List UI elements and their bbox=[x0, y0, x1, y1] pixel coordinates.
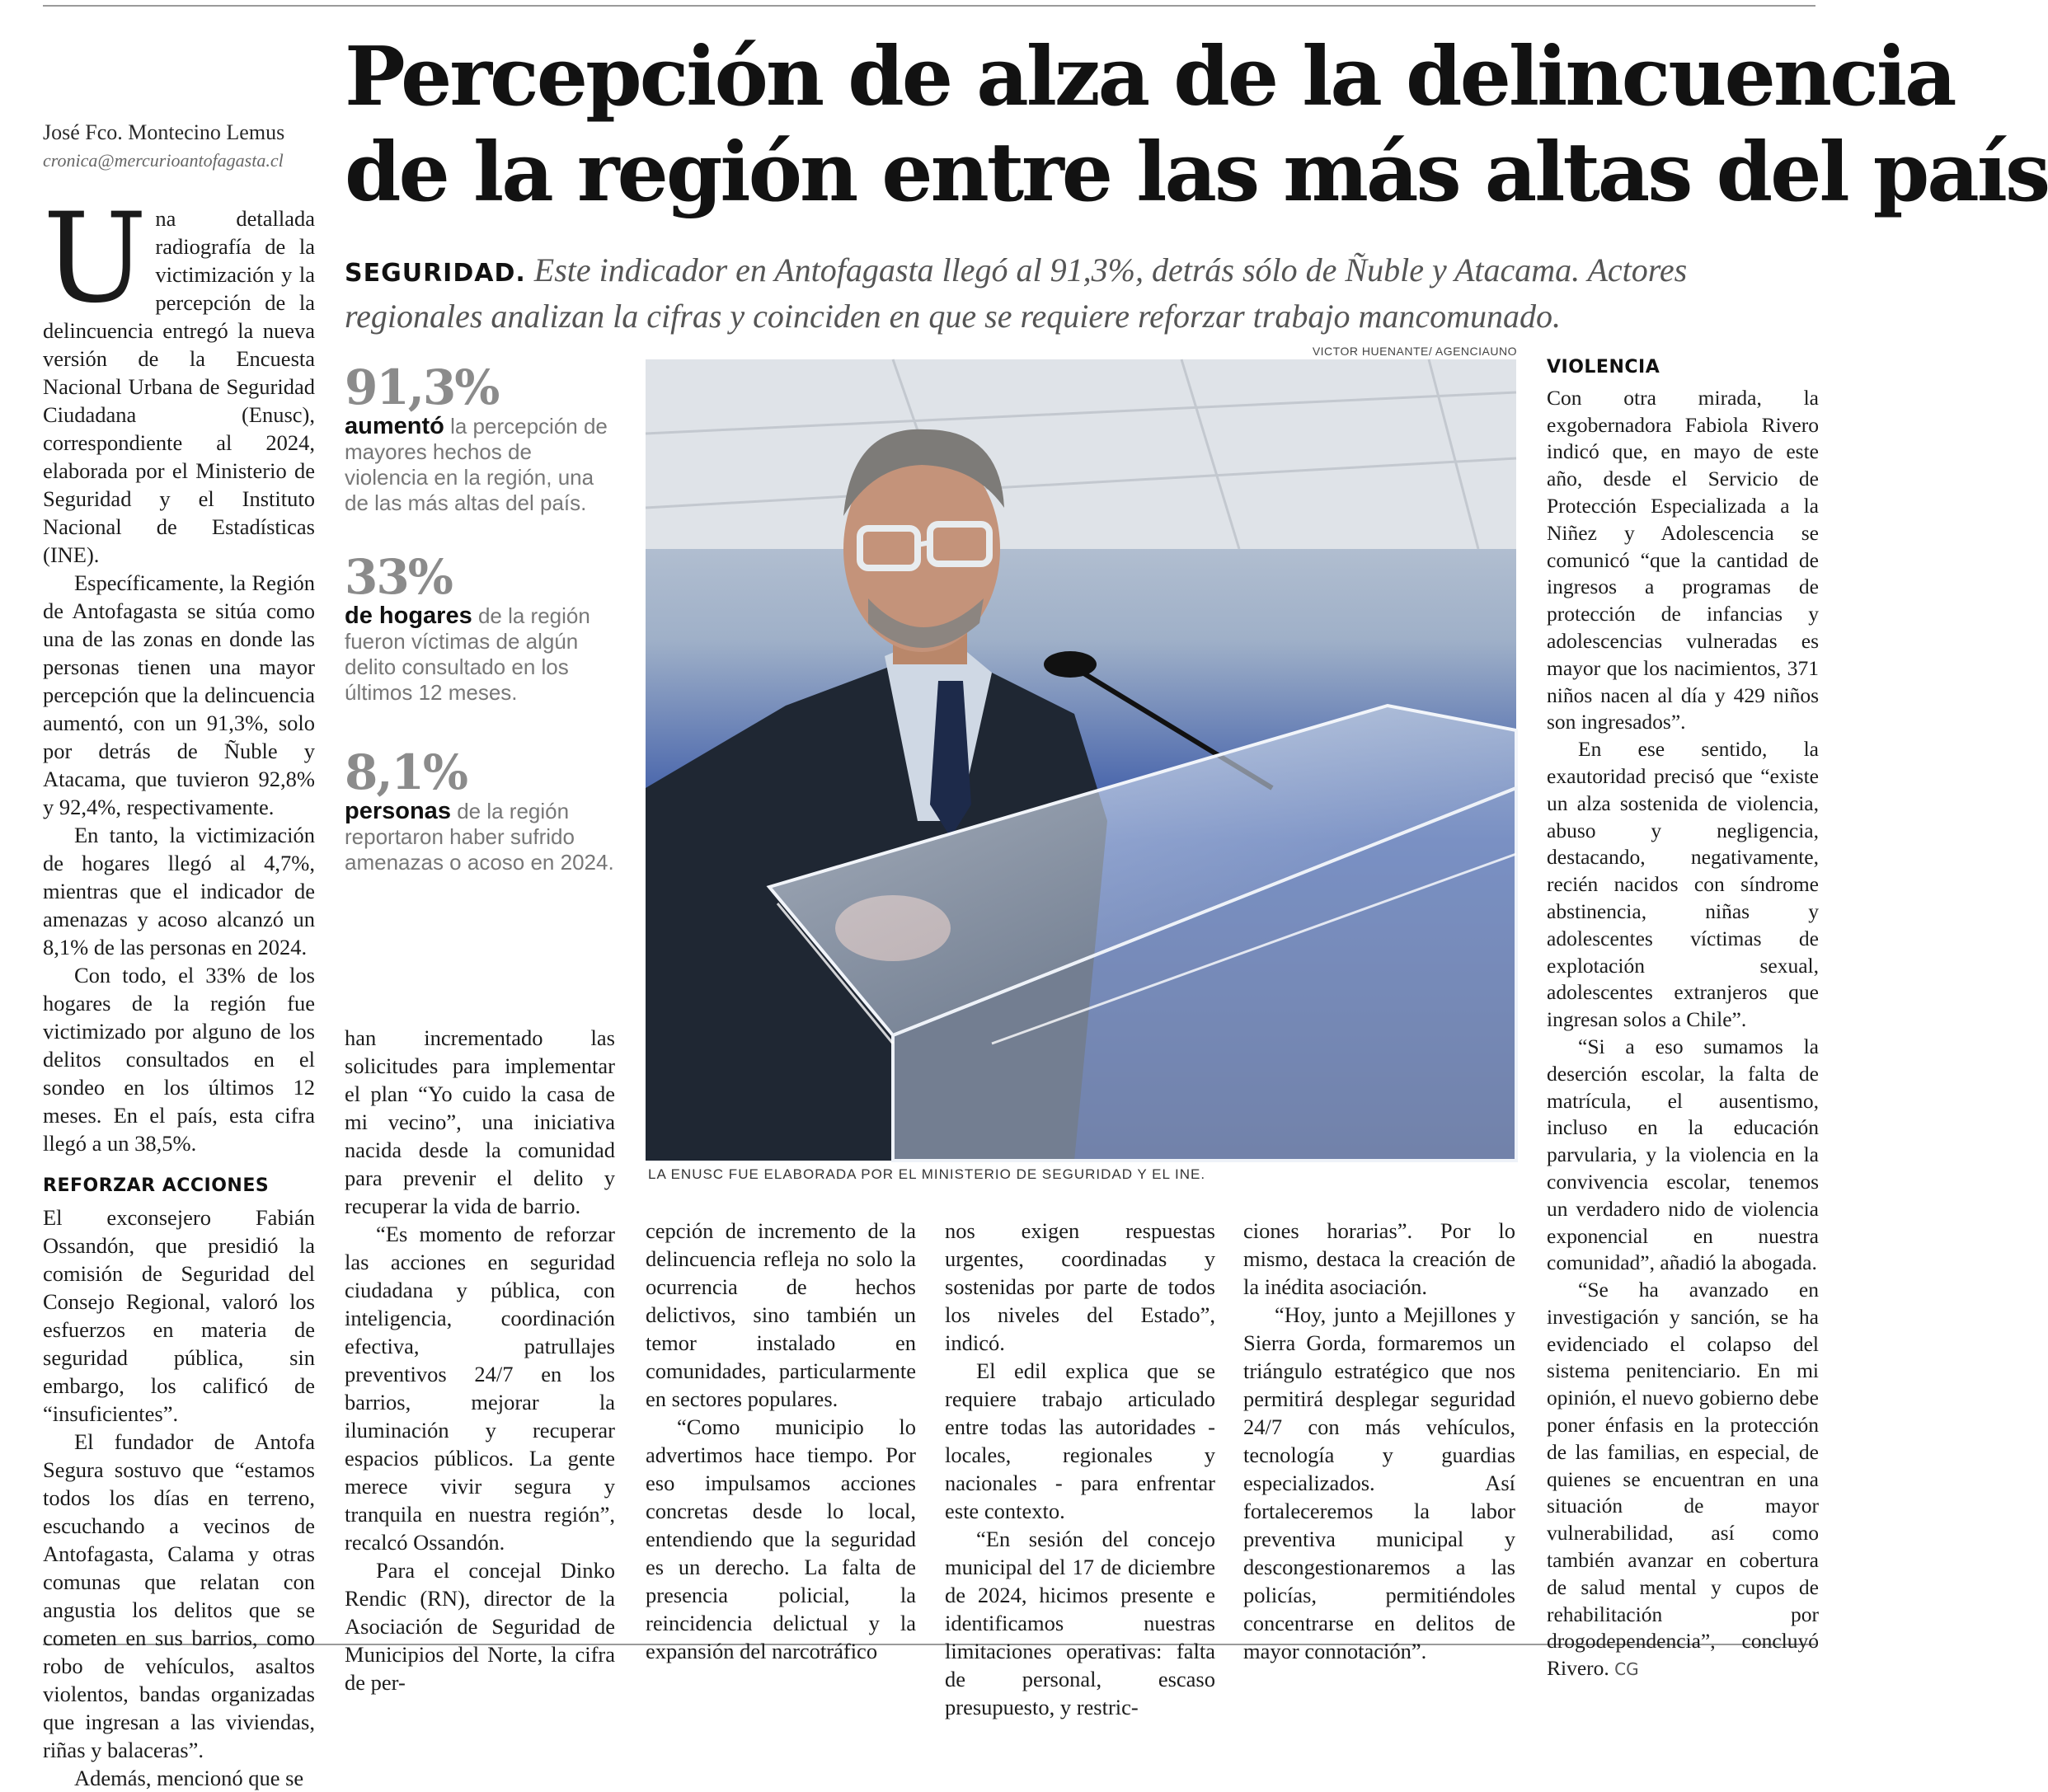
paragraph: El edil explica que se requiere trabajo articulado entre todas las autoridades - locales, regionales y nacionales - para enfrentar este contexto. bbox=[945, 1358, 1215, 1523]
article-headline bbox=[345, 30, 2048, 221]
column-5 bbox=[1243, 1217, 1515, 1665]
stat-block-3 bbox=[345, 746, 617, 875]
paragraph: han incrementado las solicitudes para implementar el plan “Yo cuido la casa de mi vecino”, una iniciativa nacida desde la comunidad para prevenir el delito y recuperar la vida de barrio. bbox=[345, 1025, 615, 1218]
stat-number: 8,1% bbox=[345, 744, 467, 800]
top-rule bbox=[43, 5, 1815, 7]
stat-block-1 bbox=[345, 361, 617, 516]
article-photo bbox=[646, 359, 1516, 1161]
paragraph: En tanto, la victimización de hogares llegó al 4,7%, mientras que el indicador de amenazas y acoso alcanzó un 8,1% de las personas en 2024. bbox=[43, 823, 315, 959]
paragraph: nos exigen respuestas urgentes, coordinadas y sostenidas por parte de todos los niveles del Estado”, indicó. bbox=[945, 1218, 1215, 1355]
stat-number: 91,3% bbox=[345, 359, 499, 415]
column-2 bbox=[345, 1024, 615, 1696]
article-deck bbox=[345, 249, 1829, 338]
paragraph: El exconsejero Fabián Ossandón, que presidió la comisión de Seguridad del Consejo Regional, valoró los esfuerzos en materia de seguridad pública, sin embargo, los calificó de “insuficientes”. bbox=[43, 1205, 315, 1426]
dropcap: U bbox=[43, 187, 148, 331]
paragraph: Específicamente, la Región de Antofagasta se sitúa como una de las zonas en donde las personas tienen una mayor percepción que la delincuencia aumentó, con un 91,3%, solo por detrás de Ñuble y Atacama, que tuvieron 92,8% y 92,4%, respectivamente. bbox=[43, 570, 315, 819]
section-heading-violencia: VIOLENCIA bbox=[1547, 357, 1660, 378]
paragraph: ciones horarias”. Por lo mismo, destaca la creación de la inédita asociación. bbox=[1243, 1218, 1515, 1299]
column-1 bbox=[43, 187, 315, 1792]
column-6 bbox=[1547, 354, 1819, 1683]
paragraph: “En sesión del concejo municipal del 17 de diciembre de 2024, hicimos presente e identificamos nuestras limitaciones operativas: falta de personal, escaso presupuesto, y restric- bbox=[945, 1527, 1215, 1719]
paragraph: “Hoy, junto a Mejillones y Sierra Gorda, formaremos un triángulo estratégico que nos permitirá desplegar seguridad 24/7 con más vehículos, tecnología y guardias especializados. Así fortaleceremos la labor preventiva municipal y descongestionaremos a las policías, permitiéndoles concentrarse en delitos de mayor connotación”. bbox=[1243, 1302, 1515, 1663]
deck-kicker: SEGURIDAD. bbox=[345, 259, 526, 288]
headline-line-1: Percepción de alza de la delincuencia bbox=[345, 30, 1955, 124]
stat-description: de hogares de la región fueron víctimas de algún delito consultado en los últimos 12 meses. bbox=[345, 603, 590, 705]
paragraph: “Es momento de reforzar las acciones en seguridad ciudadana y pública, con inteligencia, coordinación efectiva, patrullajes preventivos 24/7 en los barrios, mejorar la iluminación y recuperar espacios públicos. La gente merece vivir segura y tranquila en nuestra región”, recalcó Ossandón. bbox=[345, 1222, 615, 1555]
paragraph: Con todo, el 33% de los hogares de la región fue victimizado por alguno de los delitos consultados en el sondeo en los últimos 12 meses. En el país, esta cifra llegó a un 38,5%. bbox=[43, 963, 315, 1156]
section-heading-reforzar: REFORZAR ACCIONES bbox=[43, 1175, 270, 1196]
deck-text: Este indicador en Antofagasta llegó al 91,3%, detrás sólo de Ñuble y Atacama. Actores regionales analizan la cifras y coinciden en que se requiere reforzar trabajo mancomunado. bbox=[345, 251, 1688, 335]
photo-illustration bbox=[646, 359, 1516, 1161]
lead-paragraph: Una detallada radiografía de la victimización y la percepción de la delincuencia entregó la nueva versión de la Encuesta Nacional Urbana de Seguridad Ciudadana (Enusc), correspondiente al 2024, elaborada por el Ministerio de Seguridad y el Instituto Nacional de Estadísticas (INE). bbox=[43, 187, 315, 567]
stat-block-2 bbox=[345, 551, 617, 706]
column-3 bbox=[646, 1217, 916, 1665]
author-email: cronica@mercurioantofagasta.cl bbox=[43, 150, 284, 171]
stat-description: personas de la región reportaron haber sufrido amenazas o acoso en 2024. bbox=[345, 798, 614, 875]
paragraph: cepción de incremento de la delincuencia refleja no solo la ocurrencia de hechos delictivos, sino también un temor instalado en comunidades, particularmente en sectores populares. bbox=[646, 1218, 916, 1411]
paragraph: Con otra mirada, la exgobernadora Fabiola Rivero indicó que, en mayo de este año, desde el Servicio de Protección Especializada a la Niñez y Adolescencia se comunicó “que la cantidad de ingresos a programas de protección de infancias y adolescencias vulneradas es mayor que los nacimientos, 371 niños nacen al día y 429 niños son ingresados”. bbox=[1547, 385, 1819, 734]
headline-line-2: de la región entre las más altas del país bbox=[345, 125, 2048, 220]
column-4 bbox=[945, 1217, 1215, 1721]
photo-caption: LA ENUSC FUE ELABORADA POR EL MINISTERIO DE SEGURIDAD Y EL INE. bbox=[648, 1166, 1206, 1182]
stat-description: aumentó la percepción de mayores hechos de violencia en la región, una de las más altas del país. bbox=[345, 413, 608, 515]
paragraph: El fundador de Antofa Segura sostuvo que “estamos todos los días en terreno, escuchando a vecinos de Antofagasta, Calama y otras comunas que relatan con angustia los delitos que se cometen en sus barrios, como robo de vehículos, asaltos violentos, bandas organizadas que ingresan a las viviendas, riñas y balaceras”. bbox=[43, 1429, 315, 1762]
stat-number: 33% bbox=[345, 549, 452, 605]
paragraph: “Como municipio lo advertimos hace tiempo. Por eso impulsamos acciones concretas desde lo local, entendiendo que la seguridad es un derecho. La falta de presencia policial, la reincidencia delictual y la expansión del narcotráfico bbox=[646, 1414, 916, 1663]
paragraph: Además, mencionó que se bbox=[74, 1766, 304, 1790]
end-mark: CG bbox=[1614, 1659, 1639, 1680]
paragraph: “Se ha avanzado en investigación y sanción, se ha evidenciado el colapso del sistema penitenciario. En mi opinión, el nuevo gobierno debe poner énfasis en la protección de las familias, en especial, de quienes se encuentran en una situación de mayor vulnerabilidad, así como también avanzar en cobertura de salud mental y cupos de rehabilitación por drogodependencia”, concluyó Rivero. CG bbox=[1547, 1278, 1819, 1681]
author-name: José Fco. Montecino Lemus bbox=[43, 120, 285, 144]
paragraph: Para el concejal Dinko Rendic (RN), director de la Asociación de Seguridad de Municipios del Norte, la cifra de per- bbox=[345, 1558, 615, 1695]
photo-credit: VICTOR HUENANTE/ AGENCIAUNO bbox=[1312, 345, 1517, 358]
paragraph: En ese sentido, la exautoridad precisó que “existe un alza sostenida de violencia, abuso y negligencia, destacando, negativamente, recién nacidos con síndrome abstinencia, niñas y adolescentes víctimas de explotación sexual, adolescentes extranjeros que ingresan solos a Chile”. bbox=[1547, 737, 1819, 1032]
byline bbox=[43, 120, 315, 171]
paragraph: “Si a eso sumamos la deserción escolar, la falta de matrícula, el ausentismo, incluso en la educación parvularia, y la violencia en la convivencia escolar, tenemos un verdadero nido de violencia exponencial en nuestra comunidad”, añadió la abogada. bbox=[1547, 1034, 1819, 1275]
